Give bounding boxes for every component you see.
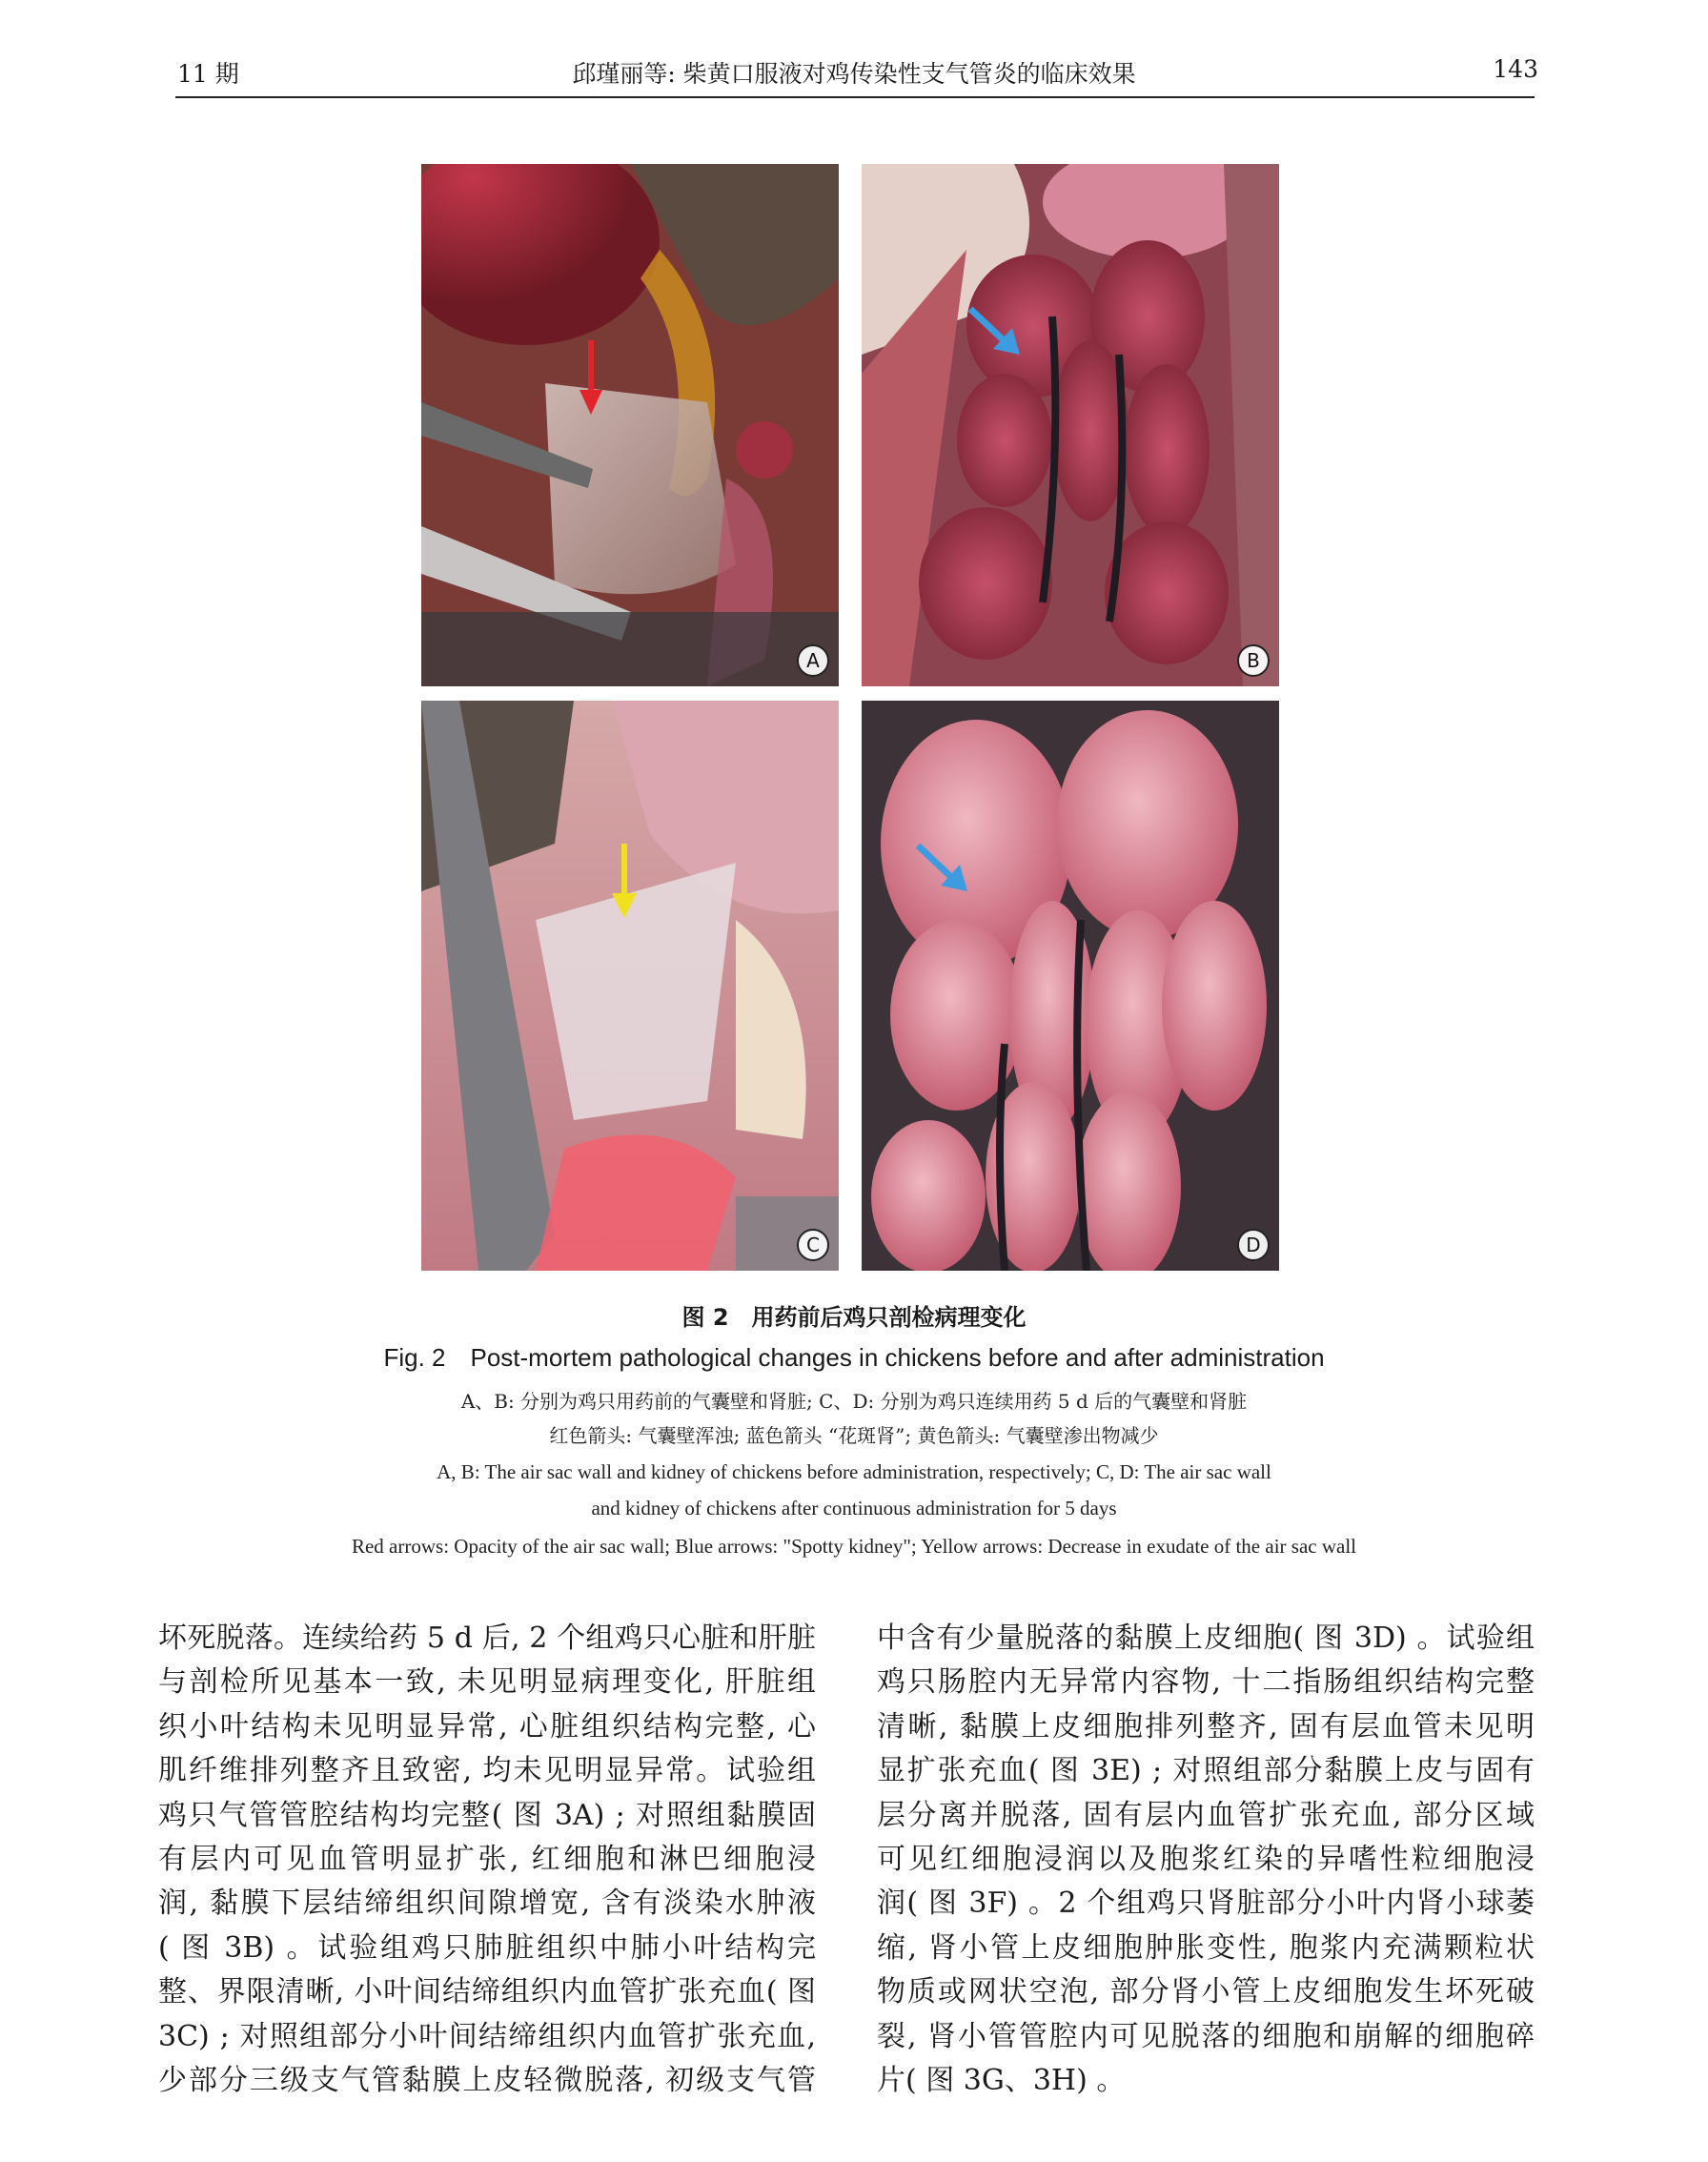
panel-a-photo [421,164,839,686]
figure-note: Red arrows: Opacity of the air sac wall; Blue arrows: "Spotty kidney"; Yellow arrows: Decrease in exudate of the air sac wall [351,1535,1356,1558]
header-rule [175,96,1535,98]
text-line: 少部分三级支气管黏膜上皮轻微脱落, 初级支气管 [158,2064,816,2098]
text-line: 织小叶结构未见明显异常, 心脏组织结构完整, 心 [158,1709,816,1744]
text-line: 片( 图 3G、3H) 。 [877,2064,1126,2098]
red-arrow-head [580,390,602,415]
figure-caption-en: Fig. 2 Post-mortem pathological changes in chickens before and after administration [383,1343,1325,1372]
text-line: 可见红细胞浸润以及胞浆红染的异嗜性粒细胞浸 [877,1843,1535,1877]
text-line: 坏死脱落。连续给药 5 d 后, 2 个组鸡只心脏和肝脏 [158,1622,816,1655]
yellow-arrow-icon [612,844,637,920]
panel-c-photo [421,701,839,1271]
running-title: 邱瑾丽等: 柴黄口服液对鸡传染性支气管炎的临床效果 [572,60,1136,88]
text-line: 显扩张充血( 图 3E) ; 对照组部分黏膜上皮与固有 [877,1754,1535,1788]
panel-label-a: A [797,644,829,677]
panel-label-c: C [797,1229,829,1261]
figure-note: A, B: The air sac wall and kidney of chickens before administration, respectively; C, D: The air sac wall [437,1460,1271,1483]
figure-caption-cn: 图 2 用药前后鸡只剖检病理变化 [681,1304,1027,1331]
text-line: 缩, 肾小管上皮细胞肿胀变性, 胞浆内充满颗粒状 [877,1930,1535,1965]
text-line: 整、界限清晰, 小叶间结缔组织内血管扩张充血( 图 [158,1975,816,2009]
figure-note: A、B: 分别为鸡只用药前的气囊壁和肾脏; C、D: 分别为鸡只连续用药 5 d 后的气囊壁和肾脏 [460,1390,1248,1413]
body-column-left [158,1617,816,2103]
text-line: 裂, 肾小管管腔内可见脱落的细胞和崩解的细胞碎 [877,2019,1535,2053]
blue-arrow-icon [966,305,1024,358]
page-number: 143 [1493,55,1538,83]
text-line: 层分离并脱落, 固有层内血管扩张充血, 部分区域 [877,1798,1535,1832]
figure-panel-a [421,164,839,686]
panel-label-b: B [1237,644,1270,677]
panel-d-photo [862,701,1279,1271]
blue-arrow-icon [914,842,971,895]
text-line: 润( 图 3F) 。2 个组鸡只肾脏部分小叶内肾小球萎 [877,1887,1535,1921]
panel-label-d: D [1237,1229,1270,1261]
figure-note: 红色箭头: 气囊壁浑浊; 蓝色箭头 “花斑肾”; 黄色箭头: 气囊壁渗出物减少 [549,1424,1159,1447]
blue-arrow-shaft [918,846,952,878]
text-line: 中含有少量脱落的黏膜上皮细胞( 图 3D) 。试验组 [877,1622,1535,1655]
figure-panel-b [862,164,1279,686]
issue-number: 11 期 [177,60,239,88]
text-line: 3C) ; 对照组部分小叶间结缔组织内血管扩张充血, [158,2019,816,2053]
text-line: 有层内可见血管明显扩张, 红细胞和淋巴细胞浸 [158,1843,816,1877]
text-line: 与剖检所见基本一致, 未见明显病理变化, 肝脏组 [158,1665,816,1700]
text-line: 物质或网状空泡, 部分肾小管上皮细胞发生坏死破 [877,1975,1535,2009]
text-line: 鸡只气管管腔结构均完整( 图 3A) ; 对照组黏膜固 [158,1798,816,1832]
body-column-right [877,1617,1535,2103]
text-line: 润, 黏膜下层结缔组织间隙增宽, 含有淡染水肿液 [158,1887,816,1921]
panel-b-photo [862,164,1279,686]
yellow-arrow-head [612,893,637,918]
blue-arrow-shaft [970,309,1005,341]
figure-panel-d [862,701,1279,1271]
figure-note: and kidney of chickens after continuous administration for 5 days [591,1497,1117,1520]
text-line: 鸡只肠腔内无异常内容物, 十二指肠组织结构完整 [877,1665,1535,1700]
red-arrow-icon [580,340,602,417]
text-line: 清晰, 黏膜上皮细胞排列整齐, 固有层血管未见明 [877,1709,1535,1744]
figure-panel-c [421,701,839,1271]
text-line: 肌纤维排列整齐且致密, 均未见明显异常。试验组 [158,1754,816,1788]
text-line: ( 图 3B) 。试验组鸡只肺脏组织中肺小叶结构完 [158,1930,816,1965]
